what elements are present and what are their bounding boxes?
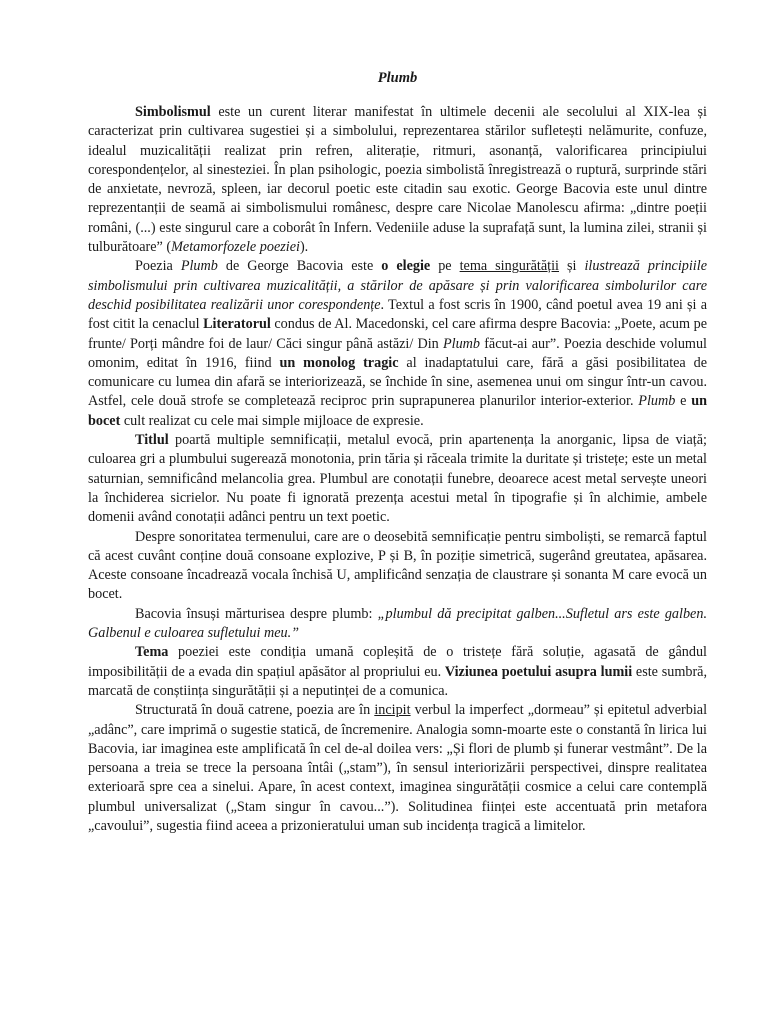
text-run: Titlul bbox=[135, 432, 169, 449]
text-run: incipit bbox=[374, 702, 411, 719]
text-run: este un curent literar manifestat în ultimele decenii ale secolului al XIX-lea și caracterizat prin cultivarea sugestiei și a simbolului, reprezentarea stărilor sufletești nelămurite, confuze, idealul muzicalității realizat prin refren, aliterație, ritmuri, asonanță, valorificarea principiului corespondențelor, al sinesteziei. În plan psihologic, poezia simbolistă înregistrează o ruptură, surprinde stări de anxietate, nevroză, spleen, iar decorul poetic este citadin sau exotic. George Bacovia este unul dintre reprezentanții de seamă ai simbolismului românesc, despre care Nicolae Manolescu afirma: „dintre poeții români, (...) este singurul care a coborât în Infern. Vedeniile aduse la suprafață sunt, la lumina zilei, stranii și tulburătoare” ( bbox=[88, 104, 707, 256]
text-run: condus de Al. Macedonski, cel care afirma despre Bacovia: „Poete, acum pe frunte/ Porți mândre foi de laur/ Căci singur până astăzi/ Din bbox=[88, 316, 708, 352]
paragraph bbox=[88, 528, 707, 605]
text-run: Simbolismul bbox=[135, 104, 211, 120]
text-run: Plumb bbox=[180, 258, 218, 275]
paragraph bbox=[88, 257, 707, 431]
text-run: Viziunea poetului asupra lumii bbox=[444, 663, 633, 680]
text-run: Metamorfozele poeziei bbox=[171, 239, 300, 256]
text-run: Structurată în două catrene, poezia are în bbox=[135, 702, 375, 719]
paragraph bbox=[88, 701, 707, 836]
text-run: și bbox=[559, 258, 585, 275]
text-run: de George Bacovia este bbox=[217, 258, 382, 275]
text-run: poeziei este condiția umană copleșită de o tristețe fără soluție, agasată de gândul imposibilității de a evada din spațiul apăsător al propriului eu. bbox=[88, 644, 707, 680]
text-run: este sumbră, marcată de conștiința singurătății și a neputinței de a comunica. bbox=[88, 663, 708, 699]
text-run: Poezia bbox=[135, 258, 181, 275]
text-run: Literatorul bbox=[203, 316, 271, 333]
text-run: ilustrează principiile simbolismului prin cultivarea muzicalității, a stărilor de apăsare și prin valorificarea simbolurilor care deschid posibilitatea realizării unor corespondențe bbox=[88, 258, 707, 313]
text-run: Plumb bbox=[442, 335, 481, 352]
text-run: verbul la imperfect „dormeau” și epitetul adverbial „adânc”, care imprimă o sugestie statică, de încremenire. Analogia somn-moarte este o constantă în lirica lui Bacovia, iar imaginea este amplificată în cel de-al doilea vers: „Și flori de plumb și funerar vestmânt”. De la persoana a treia se trece la persoana întâi („stam”), în sensul interiorizării perspectivei, dinspre realitatea exterioară spre cea a sinelui. Apare, în acest context, imaginea singurătății cosmice a celui care contemplă plumbul universalizat („Stam singur în cavou...”). Solitudinea ființei este accentuată prin metafora „cavoului”, sugestia fiind aceea a prizonieratului uman sub incidența tragică a limitelor. bbox=[88, 702, 708, 834]
text-run: o elegie bbox=[381, 258, 431, 275]
text-run: ). bbox=[299, 239, 309, 256]
text-run: un monolog tragic bbox=[279, 354, 399, 371]
text-run: „plumbul dă precipitat galben...Sufletul ars este galben. Galbenul e culoarea sufletului meu.” bbox=[88, 605, 707, 642]
text-run: pe bbox=[430, 258, 460, 275]
text-run: Despre sonoritatea termenului, care are o deosebită semnificație pentru simboliști, se remarcă faptul că acest cuvânt conține două consoane explozive, P și B, în poziție simetrică, sugerând greutatea, apăsarea. Aceste consoane încadrează vocala închisă U, amplificând senzația de claustrare și sonanta M care evocă un bocet. bbox=[88, 528, 707, 603]
text-run: cult realizat cu cele mai simple mijloace de expresie. bbox=[120, 412, 424, 429]
text-run: tema singurătății bbox=[459, 258, 559, 275]
paragraph bbox=[88, 103, 707, 257]
text-run: făcut-ai aur”. Poezia deschide volumul omonim, editat în 1916, fiind bbox=[88, 335, 707, 371]
text-run: Bacovia însuși mărturisea despre plumb: bbox=[135, 605, 378, 622]
paragraph bbox=[88, 643, 707, 701]
text-run: . Textul a fost scris în 1900, când poetul avea 19 ani și a fost citit la cenaclul bbox=[88, 296, 707, 333]
text-run: al inadaptatului care, fără a găsi posibilitatea de comunicare cu lumea din afară se interiorizează, se închide în sine, asemenea unui om singur într-un cavou. Astfel, cele două strofe se completează reciproc prin suprapunerea planurilor interior-exterior. bbox=[88, 354, 707, 410]
text-run: e bbox=[675, 393, 692, 410]
document-title: Plumb bbox=[377, 70, 418, 86]
text-run: un bocet bbox=[88, 393, 707, 429]
text-run: Tema bbox=[135, 644, 169, 661]
paragraph bbox=[88, 431, 707, 527]
document-body bbox=[88, 103, 707, 836]
text-run: Plumb bbox=[638, 393, 676, 410]
text-run: poartă multiple semnificații, metalul evocă, prin apartenența la anorganic, lipsa de viață; culoarea gri a plumbului sugerează monotonia, prin tăria și răceala trimite la duritate și tristețe; este un metal saturnian, semnificând melancolia grea. Plumbul are conotații funebre, deoarece acest metal servește uneori la închiderea sicrielor. Nu poate fi ignorată prezența acestui metal în tipografie și în alchimie, ambele domenii având conotații adânci pentru un text poetic. bbox=[88, 432, 707, 526]
paragraph bbox=[88, 605, 707, 644]
